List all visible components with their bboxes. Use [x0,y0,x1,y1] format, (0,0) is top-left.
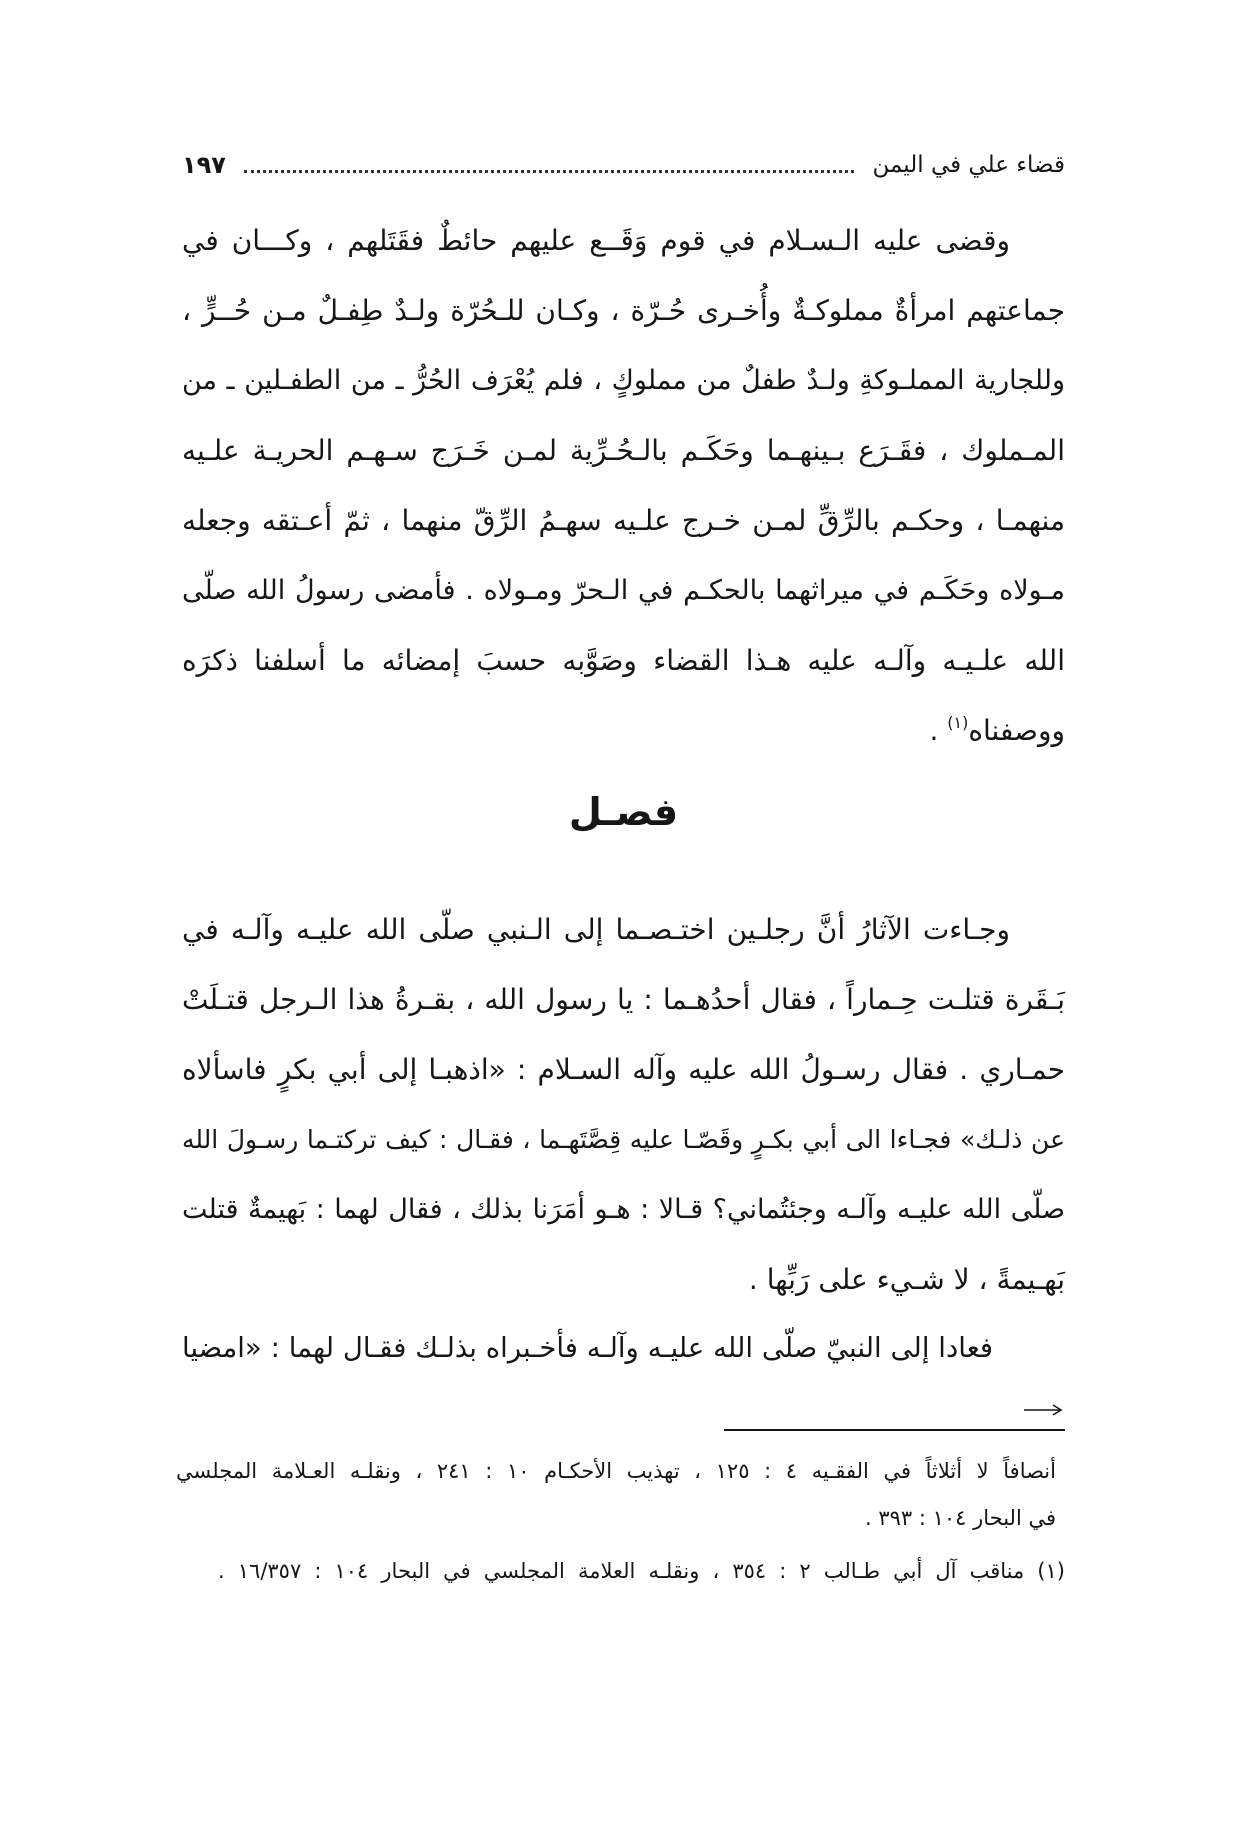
paragraph-1-end-mark: . [929,714,948,747]
paragraph-1-line-4: المـملوك ، فقَـرَع بـينهـما وحَكَـم بالـحُـرِّية لمـن خَـرَج سـهـم الحريـة علـيه [182,434,1065,467]
paragraph-1-line-5: منهمـا ، وحكـم بالرِّقِّ لمـن خـرج علـيه سهـمُ الرِّقّ منهما ، ثمّ أعـتقه وجعله [182,504,1065,537]
dotted-leader [244,170,855,173]
paragraph-3 [182,1313,1065,1383]
paragraph-1-line-3: وللجارية المملـوكةِ ولـدٌ طفلٌ من مملوكٍ ، فلم يُعْرَف الحُرُّ ـ من الطفـلين ـ من [182,365,1065,396]
chapter-title: قضاء علي في اليمن [872,152,1065,178]
footnote-continued-line-2: في البحار ١٠٤ : ٣٩٣ . [864,1506,1056,1530]
paragraph-2 [182,895,1065,1315]
paragraph-1-line-7: الله علـيـه وآلـه عليه هـذا القضاء وصَوَّبه حسبَ إمضائه ما أسلفنا ذكرَه [182,644,1065,677]
paragraph-1-last-words: ووصفناه [968,714,1065,747]
paragraph-2-line-5: صلّى الله عليـه وآلـه وجئتُماني؟ قـالا : هـو أمَرَنا بذلك ، فقال لهما : بَهيمةٌ قتلت [182,1194,1065,1225]
paragraph-1-line-8 [182,696,1065,766]
paragraph-2-line-2: بَـقَرة قتلـت حِـماراً ، فقال أحدُهـما : يا رسول الله ، بقـرةُ هذا الـرجل قتـلَتْ [182,983,1065,1016]
paragraph-3-line-1: فعادا إلى النبيّ صلّى الله عليـه وآلـه فأخـبراه بذلـك فقـال لهما : «امضيا [182,1332,993,1364]
page-number: ١٩٧ [182,151,226,179]
paragraph-1-line-6: مـولاه وحَكَـم في ميراثهما بالحكـم في الـحرّ ومـولاه . فأمضى رسولُ الله صلّى [182,575,1065,606]
running-header [182,147,1065,183]
paragraph-2-line-4: عن ذلـك» فجـاءا الى أبي بكـرٍ وقَصّـا عليه قِصَّتَهـما ، فقـال : كيف تركتـما رسـولَ الله [182,1125,1065,1154]
footnote-1: (١) مناقب آل أبي طـالب ٢ : ٣٥٤ ، ونقلـه العلامة المجلسي في البحار ١٠٤ : ١٦/٣٥٧ . [218,1559,1065,1583]
paragraph-2-line-1: وجـاءت الآثارُ أنَّ رجلـين اختـصـما إلى الـنبي صلّى الله عليـه وآلـه في [182,913,1010,946]
paragraph-2-line-6: بَهـيمةً ، لا شـيء على رَبِّها . [748,1263,1065,1296]
section-heading: فصـل [568,790,679,834]
footnote-reference-1: (١) [947,713,969,732]
continuation-arrow-icon [1022,1402,1064,1418]
paragraph-1-line-1: وقضى عليه الـسـلام في قوم وَقَــع عليهم حائطٌ فقَتَلهم ، وكـــان في [182,224,1010,257]
paragraph-1 [182,206,1065,766]
paragraph-2-line-3: حمـاري . فقال رسـولُ الله عليه وآله السـلام : «اذهبـا إلى أبي بكرٍ فاسألاه [182,1053,1065,1086]
footnote-continued-line-1: أنصافاً لا أثلاثاً في الفقـيه ٤ : ١٢٥ ، تهذيب الأحكـام ١٠ : ٢٤١ ، ونقلـه العـلامة المجلسي [176,1459,1056,1483]
paragraph-1-line-2: جماعتهم امرأةٌ مملوكـةٌ وأُخـرى حُـرّة ، وكـان للـحُرّة ولـدٌ طِفـلٌ مـن حُــرٍّ ، [182,294,1065,327]
footnote-separator [724,1429,1065,1431]
